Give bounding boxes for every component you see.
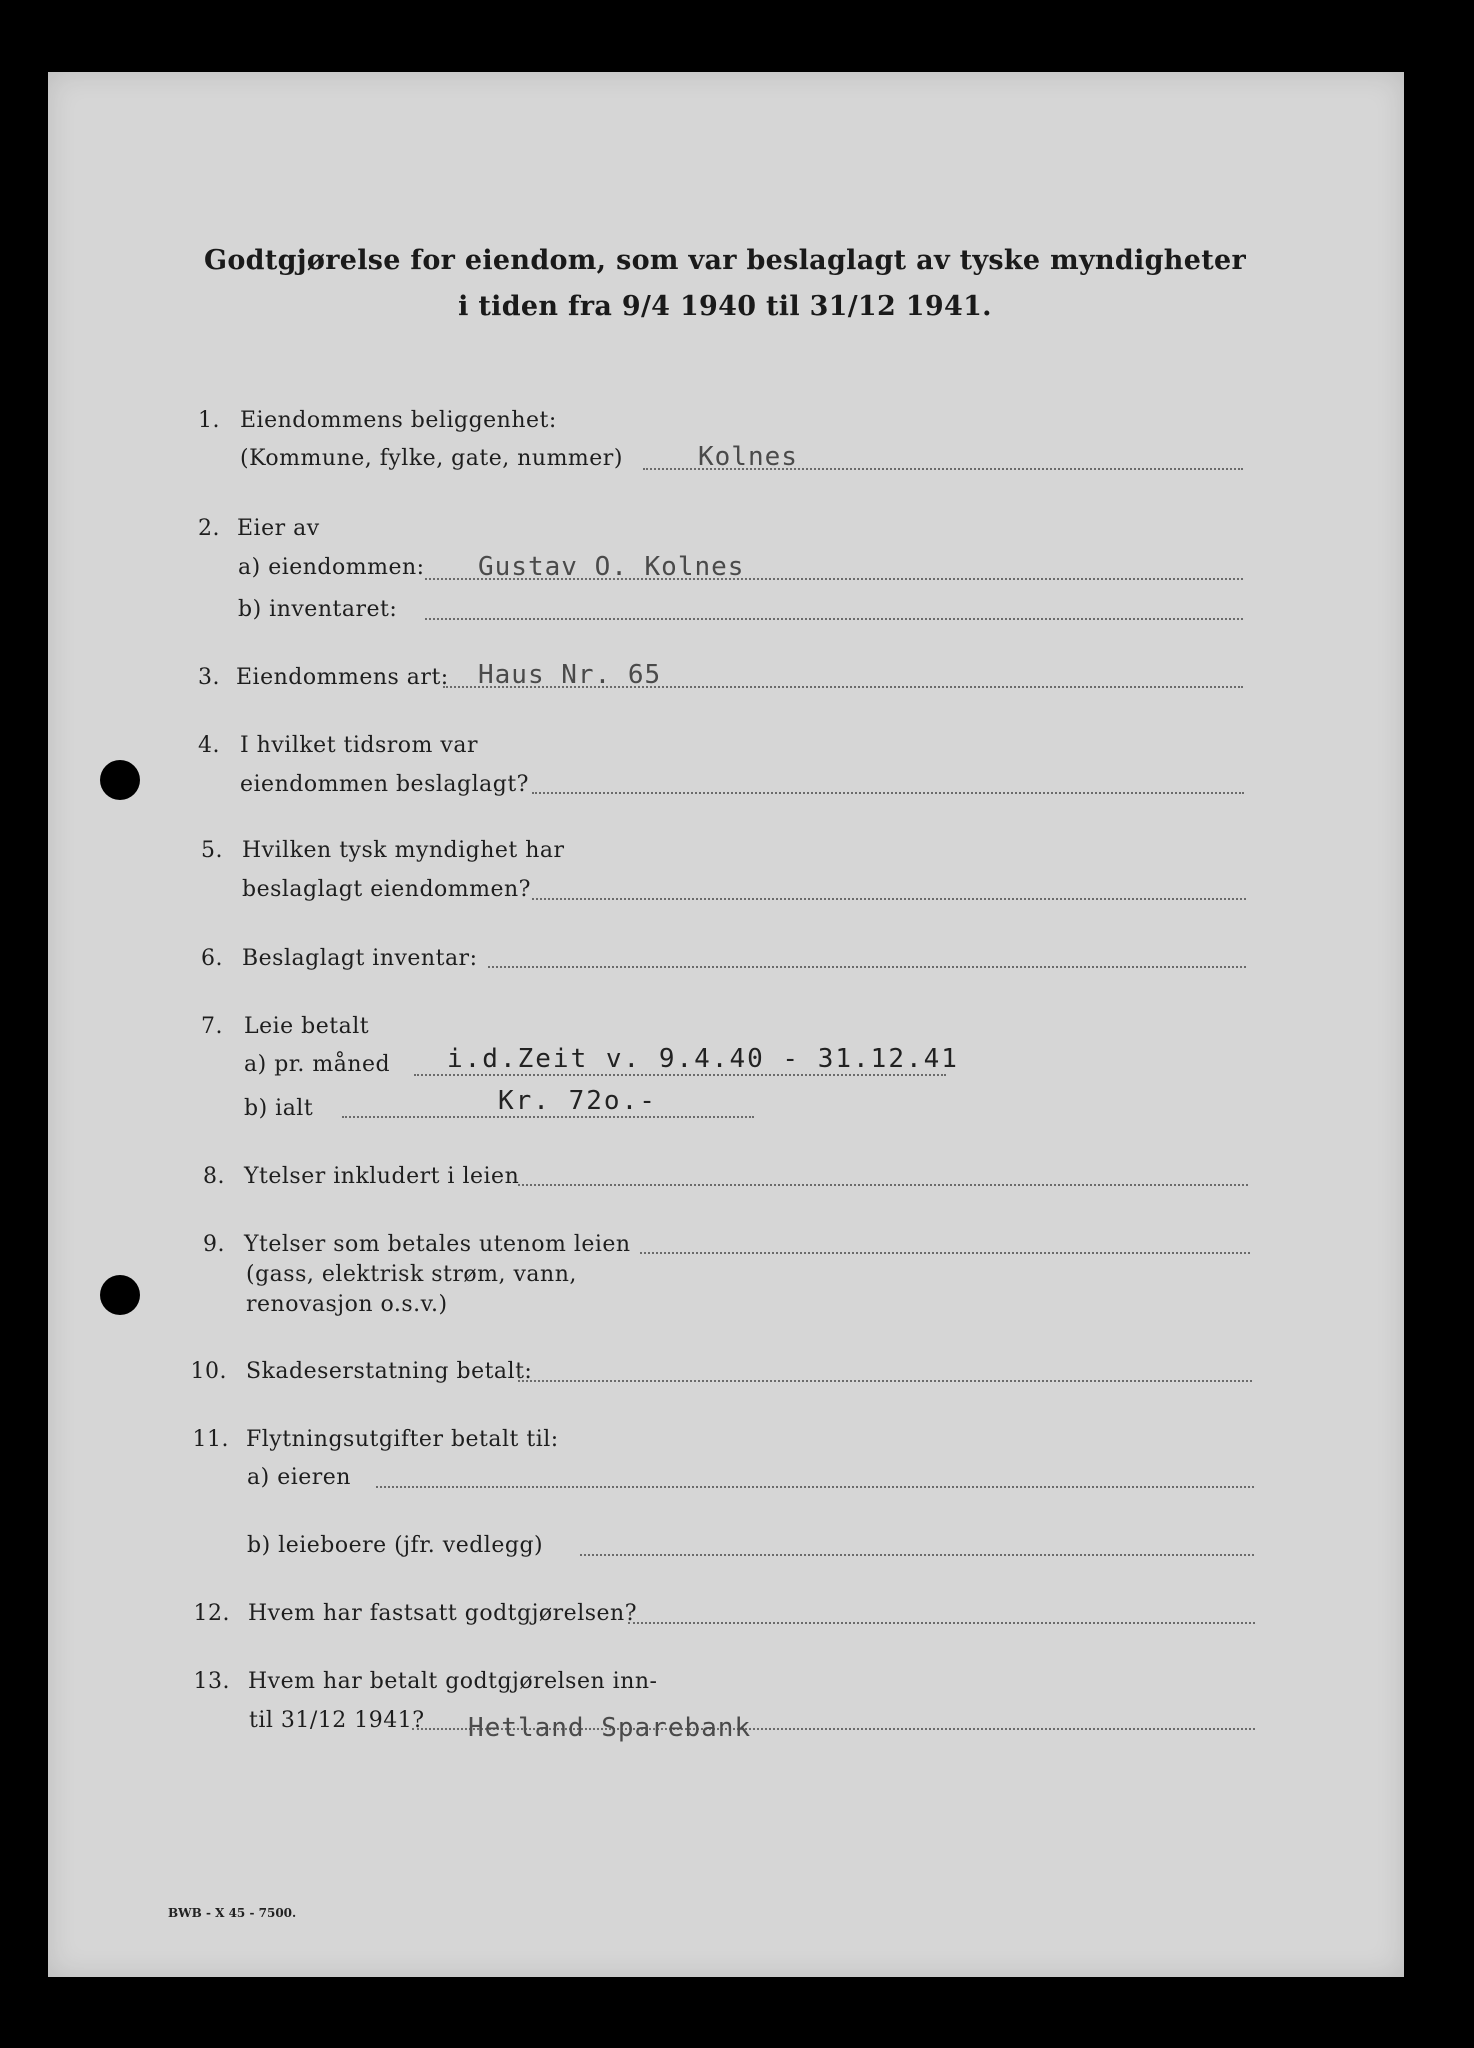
q13-answer: Hetland Sparebank xyxy=(468,1713,752,1743)
q5-label: Hvilken tysk myndighet har xyxy=(242,838,565,863)
q5-sublabel: beslaglagt eiendommen? xyxy=(242,877,531,902)
q8-answer-line[interactable] xyxy=(518,1184,1248,1186)
punch-hole-top xyxy=(100,760,140,800)
q1-number: 1. xyxy=(198,408,220,433)
q13-sublabel: til 31/12 1941? xyxy=(249,1708,425,1733)
q4-answer-line[interactable] xyxy=(532,792,1244,794)
q11b-answer-line[interactable] xyxy=(580,1554,1254,1556)
q2-label: Eier av xyxy=(237,516,320,541)
q7b-answer: Kr. 72o.- xyxy=(498,1086,657,1116)
q1-label: Eiendommens beliggenhet: xyxy=(240,408,557,433)
q9-sublabel-2: renovasjon o.s.v.) xyxy=(246,1292,448,1317)
q2b-label: b) inventaret: xyxy=(238,597,398,622)
q6-answer-line[interactable] xyxy=(488,966,1246,968)
q12-label: Hvem har fastsatt godtgjørelsen? xyxy=(248,1601,638,1626)
q9-answer-line[interactable] xyxy=(640,1252,1250,1254)
q10-number: 10. xyxy=(190,1359,227,1384)
q3-number: 3. xyxy=(198,665,220,690)
q4-number: 4. xyxy=(198,733,220,758)
q7b-label: b) ialt xyxy=(244,1096,314,1121)
q5-number: 5. xyxy=(201,838,223,863)
q7a-answer-line[interactable] xyxy=(414,1074,946,1076)
q11a-answer-line[interactable] xyxy=(376,1486,1254,1488)
q8-label: Ytelser inkludert i leien xyxy=(244,1164,520,1189)
q11a-label: a) eieren xyxy=(247,1465,351,1490)
q5-answer-line[interactable] xyxy=(532,898,1246,900)
q7b-answer-line[interactable] xyxy=(342,1116,754,1118)
title-line-2: i tiden fra 9/4 1940 til 31/12 1941. xyxy=(458,291,992,322)
q4-label: I hvilket tidsrom var xyxy=(240,733,478,758)
q10-label: Skadeserstatning betalt: xyxy=(246,1359,533,1384)
q3-answer: Haus Nr. 65 xyxy=(478,660,662,690)
q1-answer: Kolnes xyxy=(698,442,798,472)
q4-sublabel: eiendommen beslaglagt? xyxy=(240,772,529,797)
punch-hole-bottom xyxy=(100,1275,140,1315)
q7-number: 7. xyxy=(201,1014,223,1039)
q9-label: Ytelser som betales utenom leien xyxy=(244,1232,631,1257)
title-line-1: Godtgjørelse for eiendom, som var beslaglagt av tyske myndigheter xyxy=(204,245,1246,276)
q7a-answer: i.d.Zeit v. 9.4.40 - 31.12.41 xyxy=(447,1044,959,1074)
form-footer-code: BWB - X 45 - 7500. xyxy=(168,1906,297,1920)
q7a-label: a) pr. måned xyxy=(244,1052,391,1077)
q11b-label: b) leieboere (jfr. vedlegg) xyxy=(247,1533,544,1558)
q11-label: Flytningsutgifter betalt til: xyxy=(246,1427,559,1452)
form-title xyxy=(0,238,1474,330)
q11-number: 11. xyxy=(192,1427,229,1452)
q12-answer-line[interactable] xyxy=(628,1622,1255,1624)
q8-number: 8. xyxy=(203,1164,225,1189)
q2-number: 2. xyxy=(198,516,220,541)
q9-sublabel-1: (gass, elektrisk strøm, vann, xyxy=(246,1262,577,1287)
q2a-label: a) eiendommen: xyxy=(238,555,425,580)
q6-label: Beslaglagt inventar: xyxy=(242,946,478,971)
q6-number: 6. xyxy=(201,946,223,971)
q9-number: 9. xyxy=(203,1232,225,1257)
q1-sublabel: (Kommune, fylke, gate, nummer) xyxy=(240,446,623,471)
q13-number: 13. xyxy=(193,1669,230,1694)
q7-label: Leie betalt xyxy=(244,1014,370,1039)
q2b-answer-line[interactable] xyxy=(425,618,1243,620)
q2a-answer: Gustav O. Kolnes xyxy=(478,552,745,582)
q13-label: Hvem har betalt godtgjørelsen inn- xyxy=(248,1669,658,1694)
q3-label: Eiendommens art: xyxy=(236,665,449,690)
q12-number: 12. xyxy=(193,1601,230,1626)
q10-answer-line[interactable] xyxy=(518,1380,1252,1382)
